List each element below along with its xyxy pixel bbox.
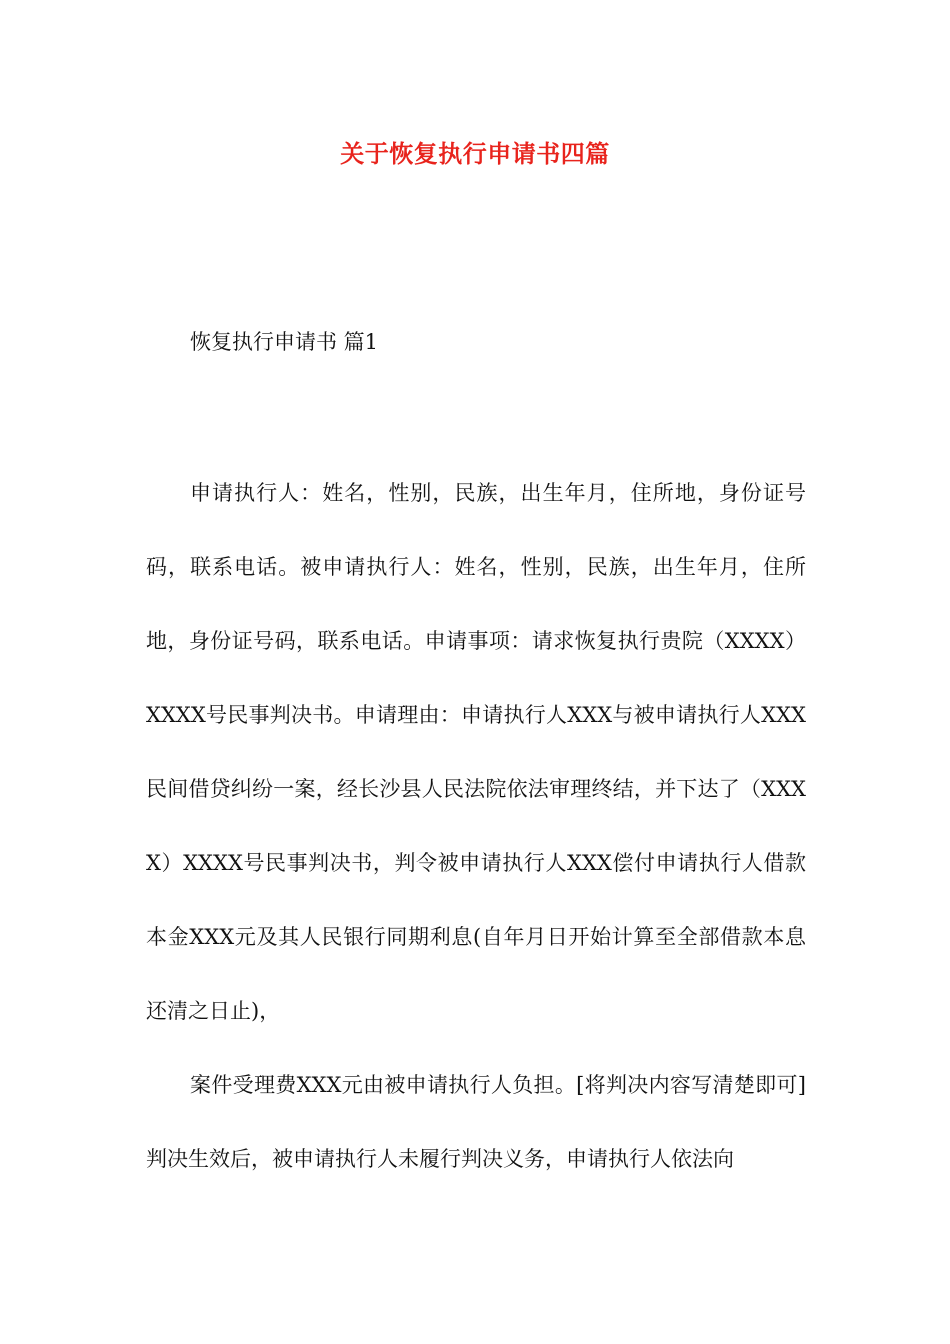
body-paragraph-2: 案件受理费XXX元由被申请执行人负担。[将判决内容写清楚即可]判决生效后，被申请执行人未履行判决义务，申请执行人依法向 [146,1073,806,1171]
section-heading: 恢复执行申请书 篇1 [190,330,379,354]
body-paragraph-1: 申请执行人：姓名，性别，民族，出生年月，住所地，身份证号码，联系电话。被申请执行人：姓名，性别，民族，出生年月，住所地，身份证号码，联系电话。申请事项：请求恢复执行贵院（XXXX）XXXX号民事判决书。申请理由：申请执行人XXX与被申请执行人XXX民间借贷纠纷一案，经长沙县人民法院依法审理终结，并下达了（XXXX）XXXX号民事判决书，判令被申请执行人XXX偿付申请执行人借款本金XXX元及其人民银行同期利息(自年月日开始计算至全部借款本息还清之日止)， [146,481,806,1023]
document-title: 关于恢复执行申请书四篇 [340,140,610,168]
